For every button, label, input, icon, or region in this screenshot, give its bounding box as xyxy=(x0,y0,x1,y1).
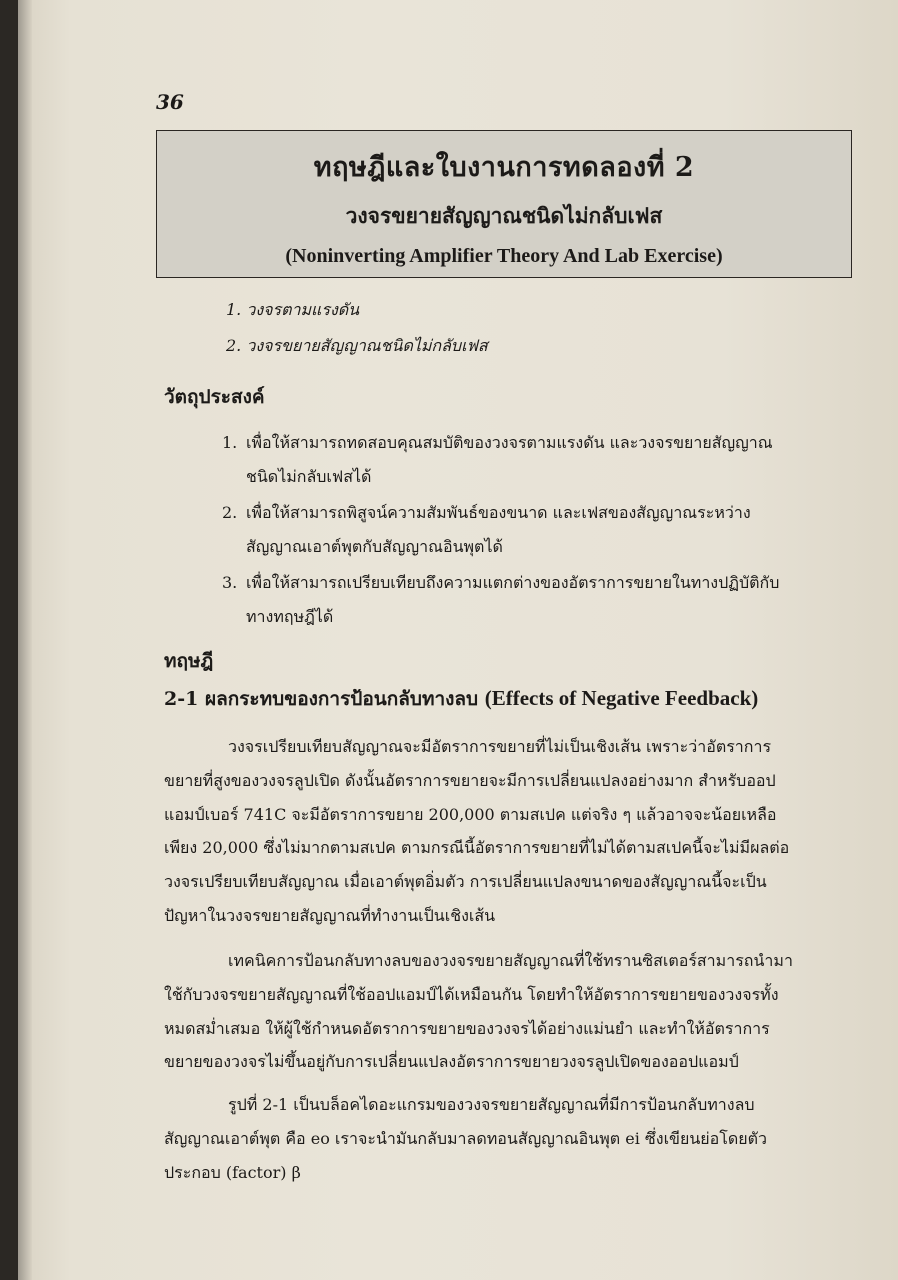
objective-number: 1. xyxy=(222,433,238,452)
objective-text-continued: สัญญาณเอาต์พุตกับสัญญาณอินพุตได้ xyxy=(246,537,503,556)
theory-heading: ทฤษฎี xyxy=(164,650,214,672)
chapter-title-english: (Noninverting Amplifier Theory And Lab Exercise) xyxy=(285,245,723,267)
chapter-title: ทฤษฎีและใบงานการทดลองที่ 2 xyxy=(313,152,695,183)
paragraph-line: รูปที่ 2-1 เป็นบล็อคไดอะแกรมของวงจรขยายสัญญาณที่มีการป้อนกลับทางลบ xyxy=(228,1095,755,1114)
book-page xyxy=(18,0,898,1280)
topic-list xyxy=(226,296,488,368)
paragraph-line: ประกอบ (factor) β xyxy=(164,1162,301,1182)
paragraph-line: ขยายของวงจรไม่ขึ้นอยู่กับการเปลี่ยนแปลงอัตราการขยายวงจรลูปเปิดของออปแอมป์ xyxy=(164,1052,739,1072)
objective-text-continued: ทางทฤษฎีได้ xyxy=(246,607,334,626)
objective-item xyxy=(222,496,842,564)
topic-item: 1. วงจรตามแรงดัน xyxy=(226,300,360,319)
paragraph-line: ขยายที่สูงของวงจรลูปเปิด ดังนั้นอัตราการขยายจะมีการเปลี่ยนแปลงอย่างมาก สำหรับออป xyxy=(164,770,776,790)
chapter-subtitle: วงจรขยายสัญญาณชนิดไม่กลับเฟส xyxy=(345,203,663,228)
paragraph-line: เพียง 20,000 ซึ่งไม่มากตามสเปค ตามกรณีนี้อัตราการขยายที่ไม่ได้ตามสเปคนี้จะไม่มีผลต่อ xyxy=(164,838,790,858)
paragraph-2 xyxy=(164,944,848,1079)
objectives-heading: วัตถุประสงค์ xyxy=(164,386,265,408)
paragraph-line: เทคนิคการป้อนกลับทางลบของวงจรขยายสัญญาณที่ใช้ทรานซิสเตอร์สามารถนำมา xyxy=(228,951,793,970)
paragraph-line: ปัญหาในวงจรขยายสัญญาณที่ทำงานเป็นเชิงเส้น xyxy=(164,905,496,925)
section-title-thai: 2-1 ผลกระทบของการป้อนกลับทางลบ xyxy=(164,688,479,710)
paragraph-line: วงจรเปรียบเทียบสัญญาณ เมื่อเอาต์พุตอิ่มตัว การเปลี่ยนแปลงขนาดของสัญญาณนี้จะเป็น xyxy=(164,872,767,892)
objective-text: เพื่อให้สามารถพิสูจน์ความสัมพันธ์ของขนาด และเฟสของสัญญาณระหว่าง xyxy=(246,503,751,522)
section-title xyxy=(164,684,758,714)
objective-text-continued: ชนิดไม่กลับเฟสได้ xyxy=(246,467,372,486)
paragraph-1 xyxy=(164,730,848,933)
objective-text: เพื่อให้สามารถทดสอบคุณสมบัติของวงจรตามแรงดัน และวงจรขยายสัญญาณ xyxy=(246,433,773,452)
paragraph-line: ใช้กับวงจรขยายสัญญาณที่ใช้ออปแอมป์ได้เหมือนกัน โดยทำให้อัตราการขยายของวงจรทั้ง xyxy=(164,984,779,1004)
paragraph-line: วงจรเปรียบเทียบสัญญาณจะมีอัตราการขยายที่ไม่เป็นเชิงเส้น เพราะว่าอัตราการ xyxy=(228,737,772,756)
paragraph-line: สัญญาณเอาต์พุต คือ eo เราจะนำมันกลับมาลดทอนสัญญาณอินพุต ei ซึ่งเขียนย่อโดยตัว xyxy=(164,1128,768,1148)
objective-item xyxy=(222,426,842,494)
chapter-title-box xyxy=(156,130,852,278)
objective-text: เพื่อให้สามารถเปรียบเทียบถึงความแตกต่างของอัตราการขยายในทางปฏิบัติกับ xyxy=(246,573,780,592)
objective-number: 2. xyxy=(222,503,238,522)
objective-item xyxy=(222,566,842,634)
objective-number: 3. xyxy=(222,573,238,592)
page-number: 36 xyxy=(156,90,184,114)
paragraph-line: หมดสม่ำเสมอ ให้ผู้ใช้กำหนดอัตราการขยายของวงจรได้อย่างแม่นยำ และทำให้อัตราการ xyxy=(164,1018,770,1038)
objectives-list xyxy=(222,426,842,636)
topic-item: 2. วงจรขยายสัญญาณชนิดไม่กลับเฟส xyxy=(226,336,488,355)
paragraph-3 xyxy=(164,1088,848,1189)
paragraph-line: แอมป์เบอร์ 741C จะมีอัตราการขยาย 200,000 ตามสเปค แต่จริง ๆ แล้วอาจจะน้อยเหลือ xyxy=(164,804,777,824)
section-title-english: (Effects of Negative Feedback) xyxy=(484,686,759,710)
